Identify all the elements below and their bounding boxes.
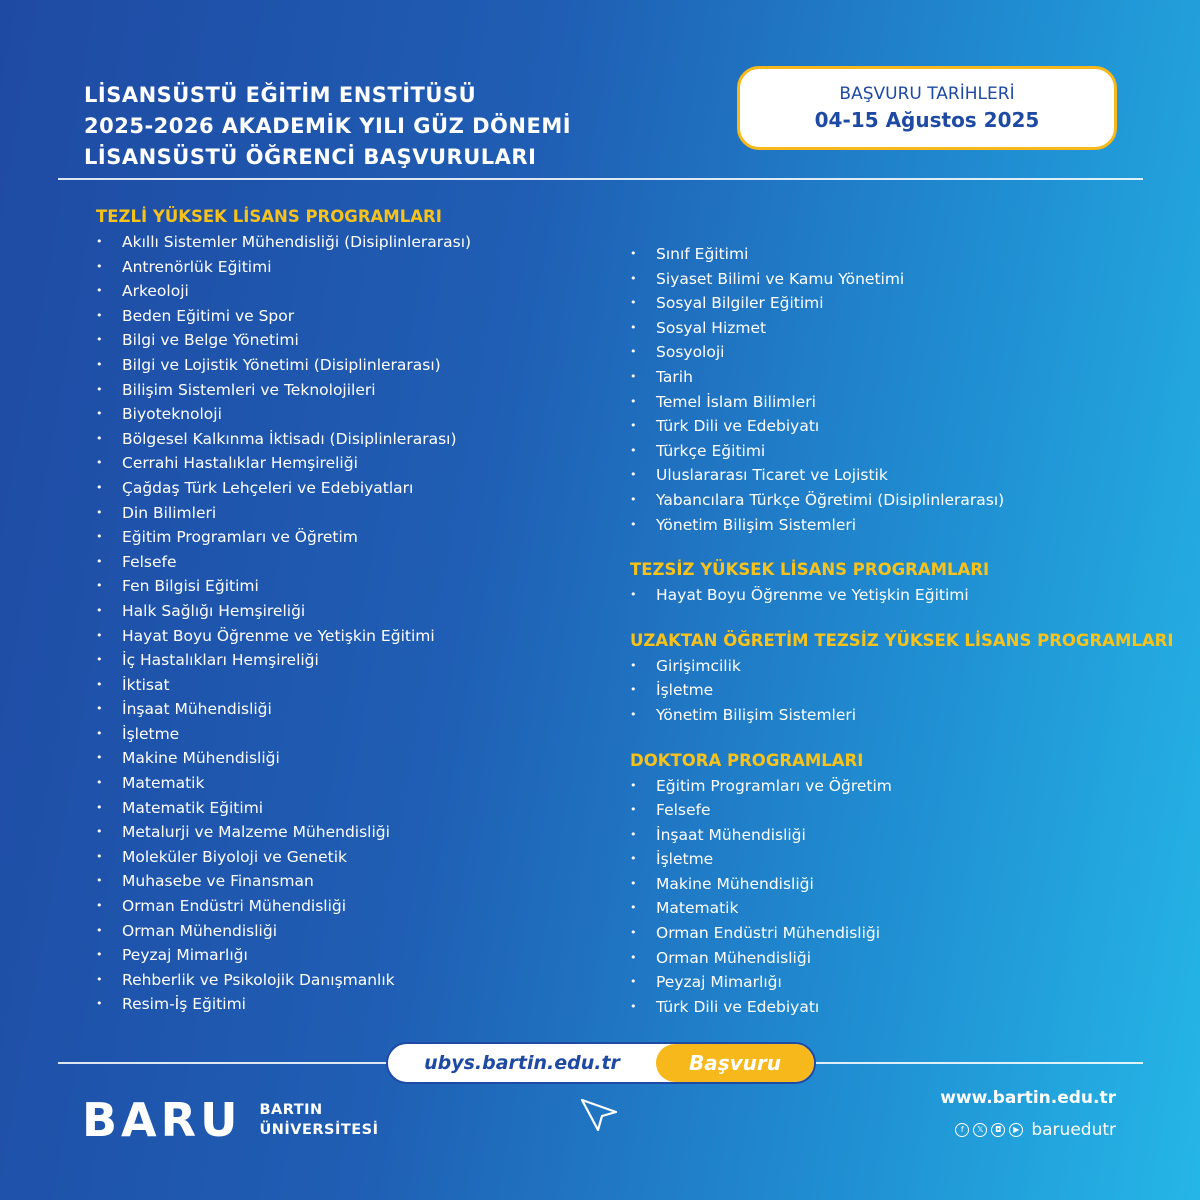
program-item: • Matematik Eğitimi <box>96 796 596 821</box>
program-item: • Matematik <box>96 771 596 796</box>
program-item: • Türk Dili ve Edebiyatı <box>630 414 1190 439</box>
program-item: • Sosyoloji <box>630 340 1190 365</box>
program-item: • Akıllı Sistemler Mühendisliği (Disiplinlerarası) <box>96 230 596 255</box>
facebook-icon[interactable]: f <box>955 1123 969 1137</box>
header-line-2: 2025-2026 AKADEMİK YILI GÜZ DÖNEMİ <box>84 114 572 138</box>
program-item: • Makine Mühendisliği <box>630 872 1190 897</box>
program-item: • Tarih <box>630 365 1190 390</box>
social-handle: baruedutr <box>1031 1120 1116 1140</box>
university-logo <box>82 1094 379 1146</box>
header-line-1: LİSANSÜSTÜ EĞİTİM ENSTİTÜSÜ <box>84 83 477 107</box>
program-item: • Din Bilimleri <box>96 501 596 526</box>
program-item: • İç Hastalıkları Hemşireliği <box>96 648 596 673</box>
program-item: • Halk Sağlığı Hemşireliği <box>96 599 596 624</box>
program-item: • Beden Eğitimi ve Spor <box>96 304 596 329</box>
application-url-pill[interactable] <box>386 1042 816 1084</box>
program-item: • Hayat Boyu Öğrenme ve Yetişkin Eğitimi <box>630 583 1190 608</box>
program-item: • Orman Endüstri Mühendisliği <box>96 894 596 919</box>
program-item: • İnşaat Mühendisliği <box>630 823 1190 848</box>
program-item: • Bilgi ve Belge Yönetimi <box>96 328 596 353</box>
program-item: • Makine Mühendisliği <box>96 746 596 771</box>
program-item: • Metalurji ve Malzeme Mühendisliği <box>96 820 596 845</box>
cursor-pointer-icon <box>576 1094 622 1134</box>
program-item: • Orman Mühendisliği <box>96 919 596 944</box>
uzaktan-program-list <box>630 654 1190 728</box>
program-item: • Cerrahi Hastalıklar Hemşireliği <box>96 451 596 476</box>
program-item: • Girişimcilik <box>630 654 1190 679</box>
program-item: • Antrenörlük Eğitimi <box>96 255 596 280</box>
doktora-section-title: DOKTORA PROGRAMLARI <box>630 750 864 770</box>
application-dates-label: BAŞVURU TARİHLERİ <box>839 84 1015 104</box>
program-item: • Orman Mühendisliği <box>630 946 1190 971</box>
uzaktan-section-title: UZAKTAN ÖĞRETİM TEZSİZ YÜKSEK LİSANS PROGRAMLARI <box>630 630 1174 650</box>
program-item: • Yabancılara Türkçe Öğretimi (Disiplinlerarası) <box>630 488 1190 513</box>
header-line-3: LİSANSÜSTÜ ÖĞRENCİ BAŞVURULARI <box>84 145 537 169</box>
tezsiz-section-title: TEZSİZ YÜKSEK LİSANS PROGRAMLARI <box>630 560 990 580</box>
program-item: • İşletme <box>96 722 596 747</box>
program-item: • İktisat <box>96 673 596 698</box>
tezli-section-title: TEZLİ YÜKSEK LİSANS PROGRAMLARI <box>96 207 442 226</box>
website-link[interactable]: www.bartin.edu.tr <box>940 1088 1116 1108</box>
program-item: • Çağdaş Türk Lehçeleri ve Edebiyatları <box>96 476 596 501</box>
program-item: • Eğitim Programları ve Öğretim <box>630 774 1190 799</box>
program-item: • İşletme <box>630 847 1190 872</box>
program-item: • Felsefe <box>630 798 1190 823</box>
program-item: • Rehberlik ve Psikolojik Danışmanlık <box>96 968 596 993</box>
logo-text <box>259 1100 378 1140</box>
program-item: • Eğitim Programları ve Öğretim <box>96 525 596 550</box>
application-url[interactable]: ubys.bartin.edu.tr <box>424 1052 620 1074</box>
program-item: • Türk Dili ve Edebiyatı <box>630 995 1190 1020</box>
program-item: • Yönetim Bilişim Sistemleri <box>630 513 1190 538</box>
application-dates-box <box>737 66 1117 150</box>
x-icon[interactable]: 𝕏 <box>973 1123 987 1137</box>
program-item: • Bilgi ve Lojistik Yönetimi (Disiplinlerarası) <box>96 353 596 378</box>
tezli-program-list-left <box>96 230 596 1017</box>
program-item: • Bölgesel Kalkınma İktisadı (Disiplinlerarası) <box>96 427 596 452</box>
logo-mark: BARU <box>82 1093 242 1147</box>
program-item: • Bilişim Sistemleri ve Teknolojileri <box>96 378 596 403</box>
header-title <box>84 80 571 173</box>
program-item: • Sınıf Eğitimi <box>630 242 1190 267</box>
program-item: • Orman Endüstri Mühendisliği <box>630 921 1190 946</box>
program-item: • Sosyal Bilgiler Eğitimi <box>630 291 1190 316</box>
logo-line-1: BARTIN <box>259 1102 323 1118</box>
program-item: • Arkeoloji <box>96 279 596 304</box>
youtube-icon[interactable]: ▶ <box>1009 1123 1023 1137</box>
top-divider <box>58 178 1143 180</box>
apply-button[interactable]: Başvuru <box>656 1044 814 1082</box>
social-row <box>955 1120 1116 1140</box>
logo-line-2: ÜNİVERSİTESİ <box>259 1122 379 1138</box>
left-column <box>96 204 596 1017</box>
program-item: • İşletme <box>630 678 1190 703</box>
program-item: • Siyaset Bilimi ve Kamu Yönetimi <box>630 267 1190 292</box>
program-item: • Muhasebe ve Finansman <box>96 869 596 894</box>
program-item: • Peyzaj Mimarlığı <box>96 943 596 968</box>
program-item: • Uluslararası Ticaret ve Lojistik <box>630 463 1190 488</box>
program-item: • Felsefe <box>96 550 596 575</box>
program-item: • Matematik <box>630 896 1190 921</box>
program-item: • Resim-İş Eğitimi <box>96 992 596 1017</box>
program-item: • Türkçe Eğitimi <box>630 439 1190 464</box>
program-item: • Hayat Boyu Öğrenme ve Yetişkin Eğitimi <box>96 624 596 649</box>
application-dates-value: 04-15 Ağustos 2025 <box>814 108 1040 132</box>
program-item: • Fen Bilgisi Eğitimi <box>96 574 596 599</box>
tezsiz-program-list <box>630 583 1190 608</box>
program-item: • Sosyal Hizmet <box>630 316 1190 341</box>
tezli-program-list-right <box>630 242 1190 537</box>
program-item: • Peyzaj Mimarlığı <box>630 970 1190 995</box>
program-item: • Temel İslam Bilimleri <box>630 390 1190 415</box>
doktora-program-list <box>630 774 1190 1020</box>
program-item: • Biyoteknoloji <box>96 402 596 427</box>
program-item: • Moleküler Biyoloji ve Genetik <box>96 845 596 870</box>
right-column <box>630 242 1190 1019</box>
program-item: • İnşaat Mühendisliği <box>96 697 596 722</box>
program-item: • Yönetim Bilişim Sistemleri <box>630 703 1190 728</box>
instagram-icon[interactable]: ◘ <box>991 1123 1005 1137</box>
